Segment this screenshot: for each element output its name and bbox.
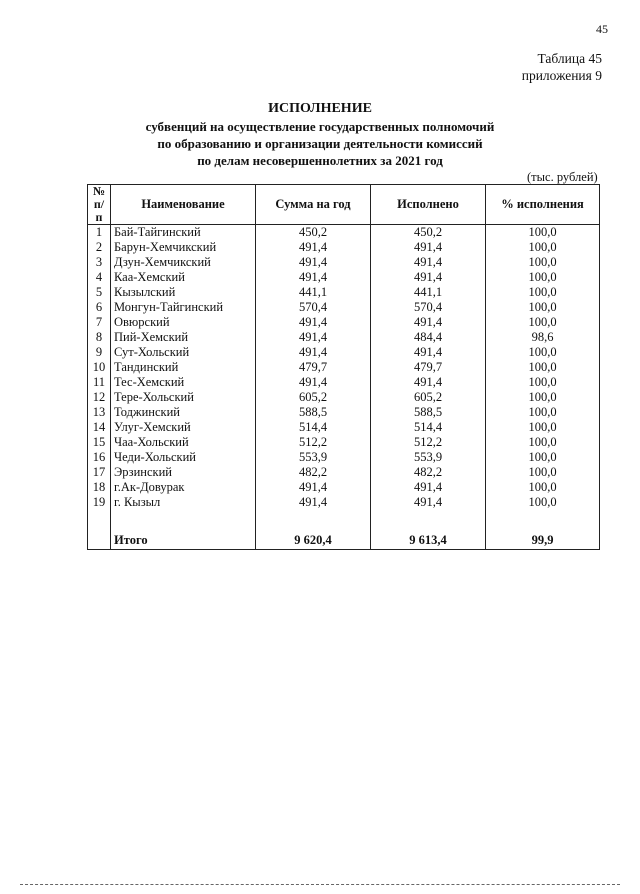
table-row <box>88 390 600 405</box>
row-percent: 100,0 <box>486 390 600 405</box>
table-row <box>88 405 600 420</box>
row-name: г. Кызыл <box>111 495 256 510</box>
row-done: 514,4 <box>371 420 486 435</box>
row-sum: 491,4 <box>256 345 371 360</box>
header-number <box>88 185 111 225</box>
header-done: Исполнено <box>371 185 486 225</box>
table-row <box>88 450 600 465</box>
spacer-cell <box>88 510 111 532</box>
row-sum: 491,4 <box>256 270 371 285</box>
header-name: Наименование <box>111 185 256 225</box>
row-done: 479,7 <box>371 360 486 375</box>
document-title <box>0 99 640 169</box>
row-percent: 100,0 <box>486 480 600 495</box>
row-number: 3 <box>88 255 111 270</box>
row-sum: 514,4 <box>256 420 371 435</box>
row-number: 18 <box>88 480 111 495</box>
row-percent: 100,0 <box>486 225 600 241</box>
row-done: 605,2 <box>371 390 486 405</box>
row-done: 570,4 <box>371 300 486 315</box>
row-number: 1 <box>88 225 111 241</box>
execution-table <box>87 184 600 550</box>
title-line2: по образованию и организации деятельности комиссий <box>157 136 483 151</box>
table-row <box>88 420 600 435</box>
row-name: Каа-Хемский <box>111 270 256 285</box>
row-name: Пий-Хемский <box>111 330 256 345</box>
row-name: Чаа-Хольский <box>111 435 256 450</box>
title-line1: субвенций на осуществление государственных полномочий <box>145 119 495 134</box>
table-row <box>88 360 600 375</box>
row-number: 9 <box>88 345 111 360</box>
table-reference <box>522 50 602 84</box>
row-sum: 588,5 <box>256 405 371 420</box>
row-percent: 100,0 <box>486 240 600 255</box>
row-number: 8 <box>88 330 111 345</box>
spacer-cell <box>371 510 486 532</box>
row-done: 491,4 <box>371 375 486 390</box>
row-name: Овюрский <box>111 315 256 330</box>
total-row <box>88 532 600 550</box>
total-number <box>88 532 111 550</box>
row-done: 482,2 <box>371 465 486 480</box>
row-done: 491,4 <box>371 480 486 495</box>
row-percent: 100,0 <box>486 360 600 375</box>
row-sum: 450,2 <box>256 225 371 241</box>
row-percent: 100,0 <box>486 420 600 435</box>
row-done: 491,4 <box>371 315 486 330</box>
table-row <box>88 480 600 495</box>
row-name: Чеди-Хольский <box>111 450 256 465</box>
page-number: 45 <box>596 22 608 36</box>
row-name: Сут-Хольский <box>111 345 256 360</box>
row-number: 16 <box>88 450 111 465</box>
row-percent: 100,0 <box>486 435 600 450</box>
table-row <box>88 300 600 315</box>
row-done: 491,4 <box>371 255 486 270</box>
row-number: 7 <box>88 315 111 330</box>
row-percent: 100,0 <box>486 465 600 480</box>
row-sum: 605,2 <box>256 390 371 405</box>
row-sum: 512,2 <box>256 435 371 450</box>
row-sum: 491,4 <box>256 495 371 510</box>
units-label: (тыс. рублей) <box>527 170 598 184</box>
table-reference-line1: Таблица 45 <box>537 51 602 66</box>
row-percent: 98,6 <box>486 330 600 345</box>
row-percent: 100,0 <box>486 285 600 300</box>
table-row <box>88 315 600 330</box>
table-row <box>88 240 600 255</box>
total-label: Итого <box>111 532 256 550</box>
row-number: 14 <box>88 420 111 435</box>
table-row <box>88 375 600 390</box>
table-header-row <box>88 185 600 225</box>
title-line3: по делам несовершеннолетних за 2021 год <box>197 153 443 168</box>
table-row <box>88 495 600 510</box>
row-sum: 491,4 <box>256 375 371 390</box>
table-row <box>88 435 600 450</box>
total-sum: 9 620,4 <box>256 532 371 550</box>
spacer-row <box>88 510 600 532</box>
row-number: 10 <box>88 360 111 375</box>
row-percent: 100,0 <box>486 375 600 390</box>
row-number: 19 <box>88 495 111 510</box>
footer-divider <box>20 884 620 885</box>
table-row <box>88 270 600 285</box>
row-name: Дзун-Хемчикский <box>111 255 256 270</box>
row-name: Тоджинский <box>111 405 256 420</box>
row-name: Тере-Хольский <box>111 390 256 405</box>
spacer-cell <box>256 510 371 532</box>
row-name: Монгун-Тайгинский <box>111 300 256 315</box>
row-name: Барун-Хемчикский <box>111 240 256 255</box>
row-percent: 100,0 <box>486 300 600 315</box>
row-number: 5 <box>88 285 111 300</box>
row-done: 441,1 <box>371 285 486 300</box>
row-sum: 441,1 <box>256 285 371 300</box>
row-done: 491,4 <box>371 240 486 255</box>
row-name: Тандинский <box>111 360 256 375</box>
row-percent: 100,0 <box>486 270 600 285</box>
table-body <box>88 225 600 550</box>
row-number: 13 <box>88 405 111 420</box>
row-sum: 479,7 <box>256 360 371 375</box>
row-sum: 553,9 <box>256 450 371 465</box>
row-name: Кызылский <box>111 285 256 300</box>
row-done: 491,4 <box>371 270 486 285</box>
row-sum: 491,4 <box>256 480 371 495</box>
row-name: Улуг-Хемский <box>111 420 256 435</box>
table-row <box>88 285 600 300</box>
row-percent: 100,0 <box>486 315 600 330</box>
row-done: 450,2 <box>371 225 486 241</box>
row-done: 491,4 <box>371 345 486 360</box>
row-done: 512,2 <box>371 435 486 450</box>
total-done: 9 613,4 <box>371 532 486 550</box>
row-percent: 100,0 <box>486 345 600 360</box>
row-number: 11 <box>88 375 111 390</box>
row-percent: 100,0 <box>486 255 600 270</box>
row-percent: 100,0 <box>486 495 600 510</box>
row-name: Эрзинский <box>111 465 256 480</box>
header-sum: Сумма на год <box>256 185 371 225</box>
row-done: 491,4 <box>371 495 486 510</box>
spacer-cell <box>111 510 256 532</box>
row-number: 15 <box>88 435 111 450</box>
row-sum: 570,4 <box>256 300 371 315</box>
header-number-line2: п/п <box>93 197 105 224</box>
total-percent: 99,9 <box>486 532 600 550</box>
table-row <box>88 345 600 360</box>
row-done: 588,5 <box>371 405 486 420</box>
row-name: г.Ак-Довурак <box>111 480 256 495</box>
header-number-line1: № <box>92 184 106 198</box>
spacer-cell <box>486 510 600 532</box>
row-sum: 491,4 <box>256 330 371 345</box>
row-sum: 491,4 <box>256 255 371 270</box>
row-percent: 100,0 <box>486 405 600 420</box>
row-name: Бай-Тайгинский <box>111 225 256 241</box>
row-number: 6 <box>88 300 111 315</box>
row-sum: 491,4 <box>256 315 371 330</box>
row-done: 553,9 <box>371 450 486 465</box>
table-row <box>88 225 600 241</box>
header-percent: % исполнения <box>486 185 600 225</box>
table-row <box>88 465 600 480</box>
row-sum: 491,4 <box>256 240 371 255</box>
row-number: 17 <box>88 465 111 480</box>
title-heading: ИСПОЛНЕНИЕ <box>268 101 372 116</box>
table-row <box>88 255 600 270</box>
row-number: 4 <box>88 270 111 285</box>
row-percent: 100,0 <box>486 450 600 465</box>
row-name: Тес-Хемский <box>111 375 256 390</box>
table-reference-line2: приложения 9 <box>521 68 602 83</box>
row-number: 12 <box>88 390 111 405</box>
table-row <box>88 330 600 345</box>
row-number: 2 <box>88 240 111 255</box>
row-sum: 482,2 <box>256 465 371 480</box>
row-done: 484,4 <box>371 330 486 345</box>
